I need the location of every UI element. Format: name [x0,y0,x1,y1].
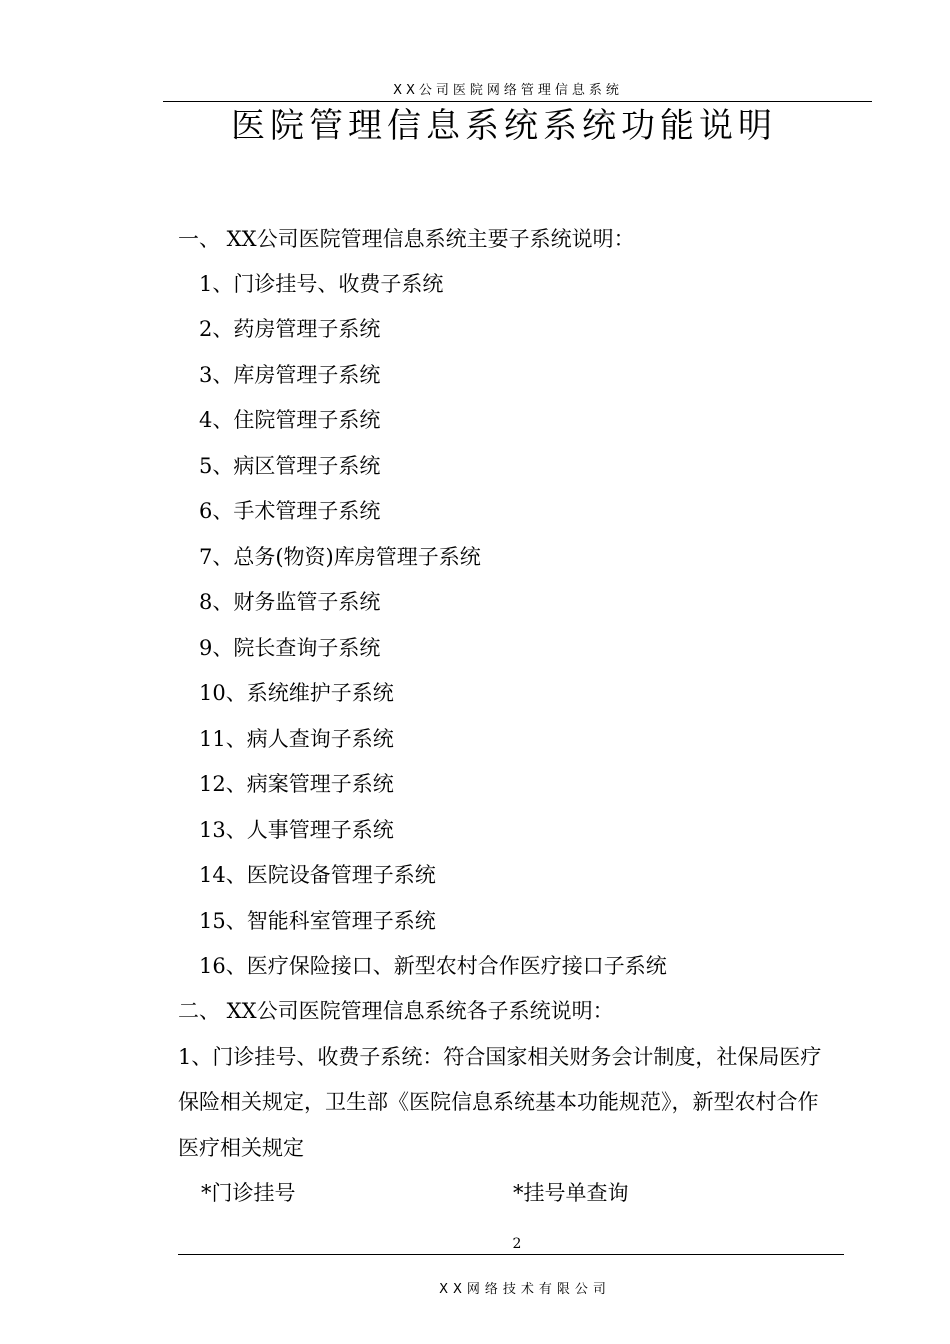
subsystem-item: 6、手术管理子系统 [199,499,381,523]
subsystem-item: 2、药房管理子系统 [199,317,381,341]
subsystem-item: 13、人事管理子系统 [199,818,394,842]
subsystem-item: 7、总务(物资)库房管理子系统 [199,545,481,569]
section-heading-2: 二、 XX公司医院管理信息系统各子系统说明： [178,999,614,1023]
subsystem-item: 12、病案管理子系统 [199,772,394,796]
subsystem-item: 5、病区管理子系统 [199,454,381,478]
footer-divider [178,1254,844,1255]
section-heading-1: 一、 XX公司医院管理信息系统主要子系统说明： [178,227,635,251]
subsystem-item: 10、系统维护子系统 [199,681,394,705]
paragraph-line: 保险相关规定，卫生部《医院信息系统基本功能规范》，新型农村合作 [178,1090,819,1114]
subsystem-item: 1、门诊挂号、收费子系统 [199,272,444,296]
subsystem-item: 11、病人查询子系统 [199,727,394,751]
subsystem-item: 9、院长查询子系统 [199,636,381,660]
page-header: XX公司医院网络管理信息系统 [393,83,623,98]
header-divider [163,101,872,102]
page-footer: XX网络技术有限公司 [439,1282,611,1297]
subsystem-item: 4、住院管理子系统 [199,408,381,432]
bullet-item: *门诊挂号 [201,1181,296,1205]
subsystem-item: 8、财务监管子系统 [199,590,381,614]
subsystem-item: 16、医疗保险接口、新型农村合作医疗接口子系统 [199,954,667,978]
document-title: 医院管理信息系统系统功能说明 [231,106,777,146]
paragraph-line: 1、门诊挂号、收费子系统：符合国家相关财务会计制度，社保局医疗 [178,1045,822,1069]
paragraph-line: 医疗相关规定 [178,1136,304,1160]
bullet-item: *挂号单查询 [513,1181,629,1205]
subsystem-item: 14、医院设备管理子系统 [199,863,436,887]
page-number: 2 [512,1236,522,1252]
subsystem-item: 3、库房管理子系统 [199,363,381,387]
subsystem-item: 15、智能科室管理子系统 [199,909,436,933]
